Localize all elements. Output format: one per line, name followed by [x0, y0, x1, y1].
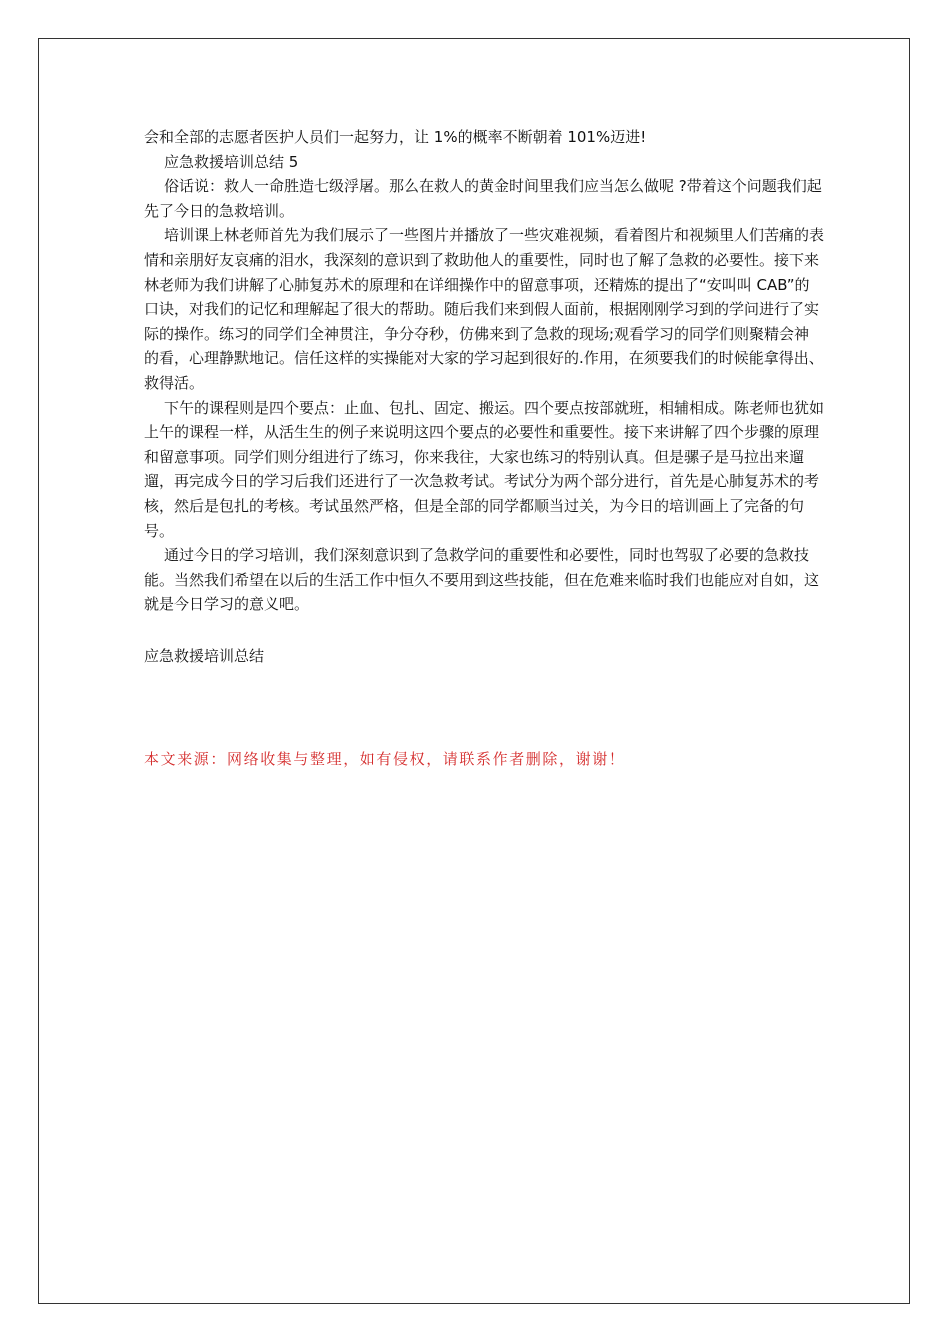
- paragraph-morning-course: 培训课上林老师首先为我们展示了一些图片并播放了一些灾难视频，看着图片和视频里人们苦痛的表情和亲朋好友哀痛的泪水，我深刻的意识到了救助他人的重要性，同时也了解了急救的必要性。接下来林老师为我们讲解了心肺复苏术的原理和在详细操作中的留意事项，还精炼的提出了“安叫叫 CAB”的口诀，对我们的记忆和理解起了很大的帮助。随后我们来到假人面前，根据刚刚学习到的学问进行了实际的操作。练习的同学们全神贯注，争分夺秒，仿佛来到了急救的现场;观看学习的同学们则聚精会神的看，心理静默地记。信任这样的实操能对大家的学习起到很好的.作用，在须要我们的时候能拿得出、救得活。: [144, 226, 825, 392]
- spacer: [144, 617, 824, 644]
- paragraph-conclusion: 通过今日的学习培训，我们深刻意识到了急救学问的重要性和必要性，同时也驾驭了必要的急救技能。当然我们希望在以后的生活工作中恒久不要用到这些技能，但在危难来临时我们也能应对自如，这就是今日学习的意义吧。: [144, 546, 820, 614]
- document-body: [144, 125, 824, 668]
- source-note: 本文来源：网络收集与整理，如有侵权，请联系作者删除，谢谢！: [144, 750, 626, 768]
- lead-line: 会和全部的志愿者医护人员们一起努力，让 1%的概率不断朝着 101%迈进!: [144, 128, 647, 146]
- paragraph-intro: 俗话说：救人一命胜造七级浮屠。那么在救人的黄金时间里我们应当怎么做呢 ?带着这个问题我们起先了今日的急救培训。: [144, 177, 822, 220]
- section-heading: 应急救援培训总结 5: [164, 152, 299, 171]
- paragraph-afternoon-course: 下午的课程则是四个要点：止血、包扎、固定、搬运。四个要点按部就班，相辅相成。陈老师也犹如上午的课程一样，从活生生的例子来说明这四个要点的必要性和重要性。接下来讲解了四个步骤的原理和留意事项。同学们则分组进行了练习，你来我往，大家也练习的特别认真。但是骡子是马拉出来遛遛，再完成今日的学习后我们还进行了一次急救考试。考试分为两个部分进行，首先是心肺复苏术的考核，然后是包扎的考核。考试虽然严格，但是全部的同学都顺当过关，为今日的培训画上了完备的句号。: [144, 398, 825, 540]
- footer-title: 应急救援培训总结: [144, 646, 265, 665]
